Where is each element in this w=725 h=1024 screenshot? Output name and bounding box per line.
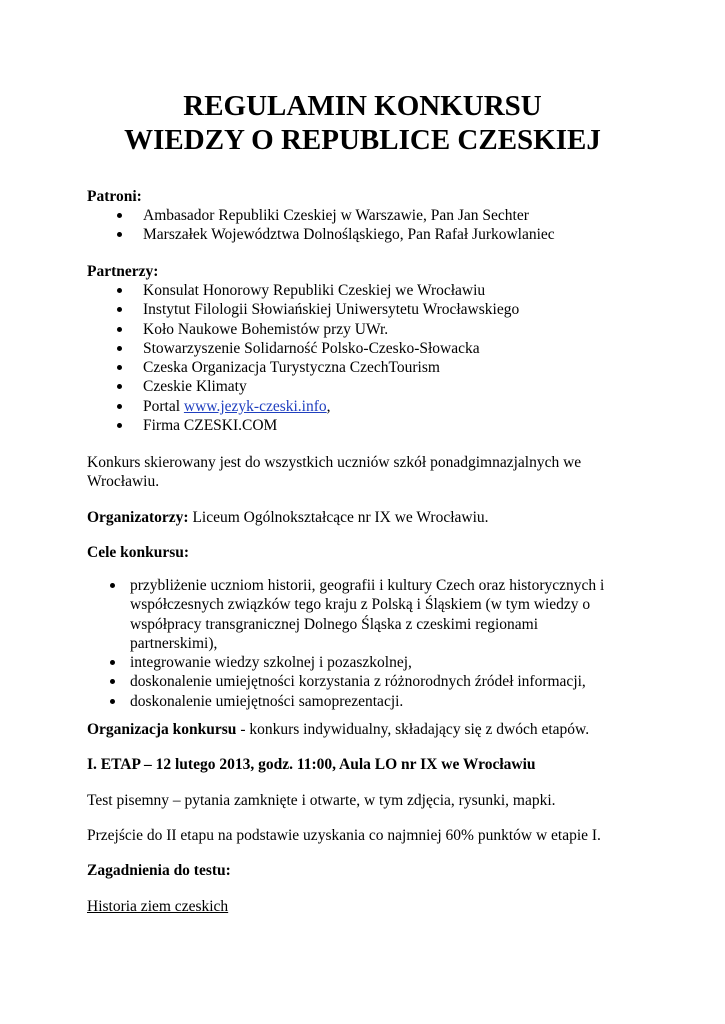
list-item: Czeska Organizacja Turystyczna CzechTourism xyxy=(143,358,519,377)
list-item: Czeskie Klimaty xyxy=(143,377,519,396)
bullet-icon xyxy=(117,213,122,218)
audience-line-1: Konkurs skierowany jest do wszystkich uczniów szkół ponadgimnazjalnych we xyxy=(87,454,582,471)
portal-link[interactable]: www.jezyk-czeski.info xyxy=(183,397,327,415)
bullet-icon xyxy=(117,384,122,389)
list-item-continuation: współczesnych związków tego kraju z Polską i Śląskiem (w tym wiedzy o xyxy=(130,596,591,614)
list-item: Ambasador Republiki Czeskiej w Warszawie, Pan Jan Sechter xyxy=(143,206,555,225)
test-description: Test pisemny – pytania zamknięte i otwarte, w tym zdjęcia, rysunki, mapki. xyxy=(87,792,556,809)
organizacja-text: - konkurs indywidualny, składający się z dwóch etapów. xyxy=(236,721,590,738)
list-item: Instytut Filologii Słowiańskiej Uniwersytetu Wrocławskiego xyxy=(143,300,519,319)
list-item: Marszałek Województwa Dolnośląskiego, Pan Rafał Jurkowlaniec xyxy=(143,225,555,244)
organizatorzy-label: Organizatorzy: xyxy=(87,509,189,526)
list-item-continuation: partnerskimi), xyxy=(130,634,218,652)
list-item: Koło Naukowe Bohemistów przy UWr. xyxy=(143,320,519,339)
list-item: Konsulat Honorowy Republiki Czeskiej we Wrocławiu xyxy=(143,281,519,300)
audience-line-2: Wrocławiu. xyxy=(87,473,160,490)
bullet-icon xyxy=(117,346,122,351)
organizacja-paragraph xyxy=(87,720,589,739)
cele-list xyxy=(130,576,630,711)
partnerzy-heading: Partnerzy: xyxy=(87,263,159,280)
bullet-icon xyxy=(117,327,122,332)
list-item: Portal www.jezyk-czeski.info, xyxy=(143,397,519,416)
list-item-continuation: współpracy transgranicznej Dolnego Śląska z czeskimi regionami xyxy=(130,615,539,633)
list-item: doskonalenie umiejętności samoprezentacji. xyxy=(130,692,630,711)
list-item: przybliżenie uczniom historii, geografii i kultury Czech oraz historycznych i xyxy=(130,576,630,595)
bullet-icon xyxy=(110,660,115,665)
list-item: doskonalenie umiejętności korzystania z różnorodnych źródeł informacji, xyxy=(130,672,630,691)
document-title-line-2: WIEDZY O REPUBLICE CZESKIEJ xyxy=(124,124,601,156)
bullet-icon xyxy=(117,288,122,293)
bullet-icon xyxy=(110,583,115,588)
bullet-icon xyxy=(117,232,122,237)
historia-subheading: Historia ziem czeskich xyxy=(87,898,229,915)
bullet-icon xyxy=(117,307,122,312)
list-item: integrowanie wiedzy szkolnej i pozaszkolnej, xyxy=(130,653,630,672)
etap1-heading: I. ETAP – 12 lutego 2013, godz. 11:00, Aula LO nr IX we Wrocławiu xyxy=(87,756,536,773)
bullet-icon xyxy=(117,404,122,409)
list-item: Stowarzyszenie Solidarność Polsko-Czesko-Słowacka xyxy=(143,339,519,358)
bullet-icon xyxy=(110,679,115,684)
bullet-icon xyxy=(110,699,115,704)
organizatorzy-text: Liceum Ogólnokształcące nr IX we Wrocławiu. xyxy=(188,509,489,526)
list-item: Firma CZESKI.COM xyxy=(143,416,519,435)
document-title-line-1: REGULAMIN KONKURSU xyxy=(183,90,542,122)
partnerzy-list xyxy=(143,281,519,435)
zagadnienia-heading: Zagadnienia do testu: xyxy=(87,862,231,879)
bullet-icon xyxy=(117,365,122,370)
patroni-heading: Patroni: xyxy=(87,188,142,205)
bullet-icon xyxy=(117,423,122,428)
cele-heading: Cele konkursu: xyxy=(87,544,190,561)
przejscie-paragraph: Przejście do II etapu na podstawie uzyskania co najmniej 60% punktów w etapie I. xyxy=(87,827,601,844)
organizatorzy-paragraph xyxy=(87,508,489,527)
organizacja-label: Organizacja konkursu xyxy=(87,721,237,738)
patroni-list xyxy=(143,206,555,245)
